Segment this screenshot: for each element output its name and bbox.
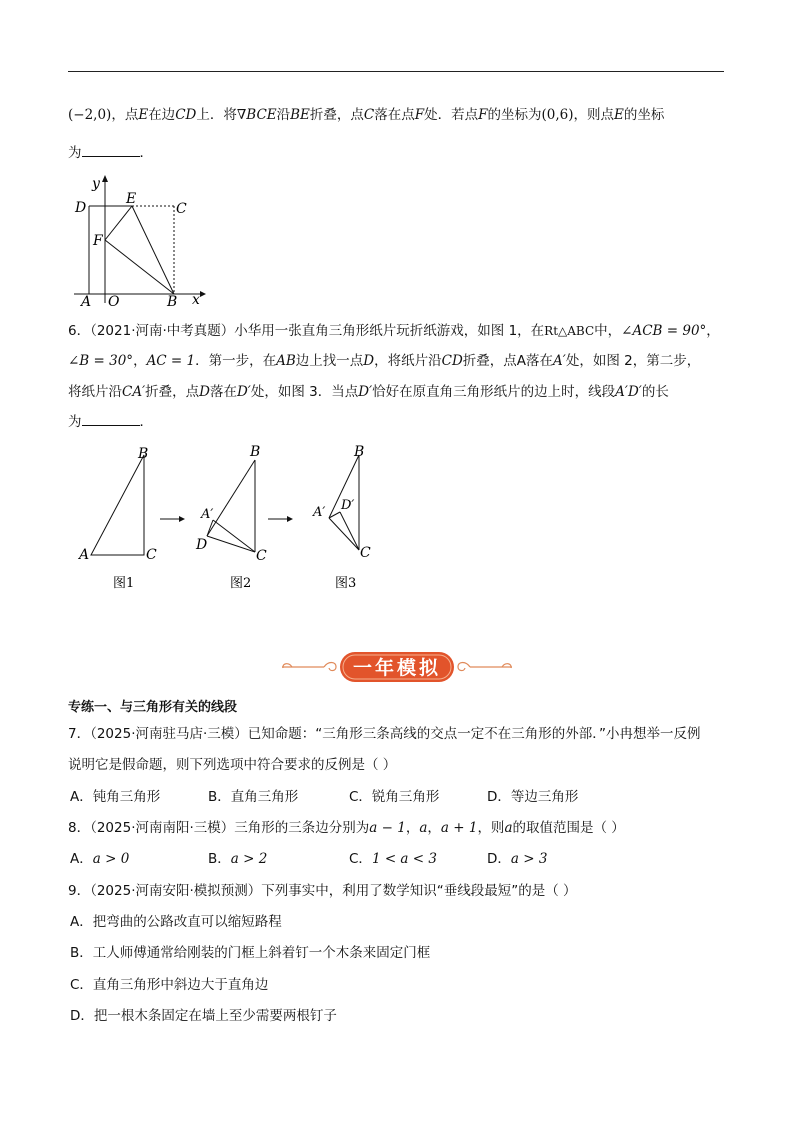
fig1-label-B: B: [138, 446, 149, 462]
q6-line-3: 将纸片沿CA′折叠，点D落在D′处，如图 3．当点D′恰好在原直角三角形纸片的边上时，线段A′D′的长: [68, 384, 669, 400]
header-rule: [68, 71, 724, 72]
section-banner: [278, 650, 516, 684]
q7-stem-1: 7．（2025·河南驻马店·三模）已知命题：“三角形三条高线的交点一定不在三角形的外部．”小冉想举一反例: [68, 726, 701, 742]
fig2-label-B: B: [250, 444, 261, 460]
q7-stem-2: 说明它是假命题，则下列选项中符合要求的反例是（ ）: [68, 757, 397, 773]
fig3-edge-ApC: [329, 518, 359, 550]
fig2-label-Ap: A′: [201, 507, 214, 522]
label-B: B: [167, 294, 178, 308]
q9-option-d[interactable]: D．把一根木条固定在墙上至少需要两根钉子: [70, 1008, 337, 1024]
label-C: C: [176, 201, 187, 217]
label-x: x: [192, 292, 200, 308]
fig2-label-D: D: [196, 537, 208, 553]
fig2-edge-DC: [207, 536, 255, 552]
fig3-label-B: B: [354, 444, 365, 460]
fig3-label-Dp: D′: [341, 498, 355, 513]
q6-folding-figures: [70, 440, 390, 600]
q6-line-1: 6．（2021·河南·中考真题）小华用一张直角三角形纸片玩折纸游戏，如图 1，在Rt△ABC中，∠ACB = 90°，: [68, 323, 720, 339]
q8-stem: 8．（2025·河南南阳·三模）三角形的三条边分别为a − 1，a，a + 1，则a的取值范围是（ ）: [68, 820, 625, 836]
fig3-label-Ap: A′: [313, 505, 326, 520]
q9-option-c[interactable]: C．直角三角形中斜边大于直角边: [70, 977, 269, 993]
label-A: A: [81, 294, 92, 308]
fig1-label-A: A: [79, 547, 90, 563]
label-F: F: [93, 233, 103, 249]
right-swirl-ornament: [458, 663, 512, 671]
left-swirl-ornament: [282, 663, 336, 671]
q6-line-4: 为 ．: [68, 414, 153, 430]
fig1-caption: 图1: [113, 576, 135, 591]
q5-line-1: (−2,0)，点E在边CD上．将∇BCE沿BE折叠，点C落在点F处．若点F的坐标为(0,6)，则点E的坐标: [68, 107, 665, 123]
q8-option-d[interactable]: D．a > 3: [487, 851, 548, 867]
fold-line-BE: [132, 206, 174, 294]
fig2-label-C: C: [256, 548, 267, 564]
fig1-label-C: C: [146, 547, 157, 563]
q8-option-c[interactable]: C．1 < a < 3: [349, 851, 437, 867]
q5-coordinate-figure: [70, 170, 210, 308]
q6-line-2: ∠B = 30°，AC = 1．第一步，在AB边上找一点D，将纸片沿CD折叠，点A落在A′处，如图 2，第二步，: [68, 353, 701, 369]
x-axis-arrow: [200, 291, 206, 297]
q9-stem: 9．（2025·河南安阳·模拟预测）下列事实中，利用了数学知识“垂线段最短”的是（ ）: [68, 883, 577, 899]
q9-option-b[interactable]: B．工人师傅通常给刚装的门框上斜着钉一个木条来固定门框: [70, 945, 431, 961]
y-axis-arrow: [102, 175, 108, 182]
q8-option-b[interactable]: B．a > 2: [208, 851, 268, 867]
answer-blank[interactable]: [82, 413, 140, 426]
segment-FB: [105, 240, 174, 294]
q9-option-a[interactable]: A．把弯曲的公路改直可以缩短路程: [70, 914, 282, 930]
q7-option-a[interactable]: A．钝角三角形: [70, 789, 161, 805]
fig3-edge-DpC: [340, 512, 359, 550]
fig3-label-C: C: [360, 545, 371, 561]
arrow-1-head: [179, 516, 185, 522]
fig2-caption: 图2: [230, 576, 252, 591]
label-y: y: [92, 176, 100, 192]
q7-option-b[interactable]: B．直角三角形: [208, 789, 299, 805]
label-O: O: [108, 294, 120, 308]
section-heading: 专练一、与三角形有关的线段: [68, 700, 238, 715]
fig1-triangle: [91, 455, 144, 555]
segment-EF: [105, 206, 132, 240]
fig3-caption: 图3: [335, 576, 357, 591]
label-E: E: [126, 191, 137, 207]
fig2-edge-BD: [207, 460, 255, 536]
q8-option-a[interactable]: A．a > 0: [70, 851, 130, 867]
fig2-edge-ApC: [213, 520, 255, 552]
arrow-2-head: [287, 516, 293, 522]
q7-option-d[interactable]: D．等边三角形: [487, 789, 579, 805]
answer-blank[interactable]: [82, 144, 140, 157]
q5-line-2: 为 ．: [68, 145, 153, 161]
banner-title: 一年模拟: [352, 657, 442, 679]
q7-option-c[interactable]: C．锐角三角形: [349, 789, 440, 805]
label-D: D: [75, 200, 87, 216]
